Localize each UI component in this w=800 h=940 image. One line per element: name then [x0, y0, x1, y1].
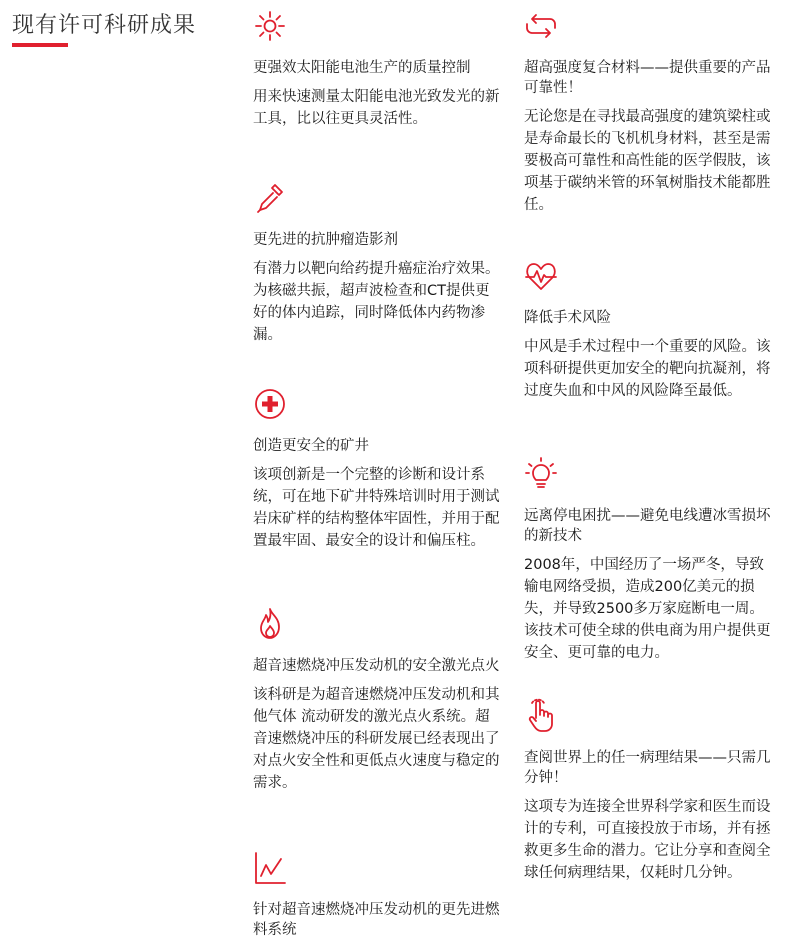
refresh-cycle-icon [524, 8, 558, 44]
item-description: 该科研是为超音速燃烧冲压发动机和其他气体 流动研发的激光点火系统。超音速燃烧冲压的科研发展已经表现出了对点火安全性和更低点火速度与稳定的需求。 [253, 687, 500, 791]
item-title: 创造更安全的矿井 [253, 438, 369, 454]
item-description: 无论您是在寻找最高强度的建筑梁柱或是寿命最长的飞机机身材料，甚至是需要极高可靠性和高性能的医学假肢，该项基于碳纳米管的环氧树脂技术能都胜任。 [524, 109, 771, 213]
page-title: 现有许可科研成果 [12, 13, 197, 38]
item-description: 2008年，中国经历了一场严冬，导致输电网络受损，造成200亿美元的损失，并导致2500多万家庭断电一周。该技术可使全球的供电商为用户提供更安全、更可靠的电力。 [524, 557, 771, 661]
item-title: 更先进的抗肿瘤造影剂 [253, 232, 398, 248]
item-description: 该项创新是一个完整的诊断和设计系统，可在地下矿井特殊培训时用于测试岩床矿样的结构整体牢固性，并用于配置最牢固、最安全的设计和偏压柱。 [253, 467, 500, 549]
list-item[interactable] [253, 850, 501, 940]
item-title: 远离停电困扰——避免电线遭冰雪损坏的新技术 [524, 508, 771, 544]
item-description: 这项专为连接全世界科学家和医生而设计的专利，可直接投放于市场，并有拯救更多生命的潜力。它让分享和查阅全球任何病理结果，仅耗时几分钟。 [524, 799, 771, 881]
item-description: 中风是手术过程中一个重要的风险。该项科研提供更加安全的靶向抗凝剂，将过度失血和中风的风险降至最低。 [524, 339, 771, 399]
list-item[interactable] [253, 386, 501, 552]
item-title: 查阅世界上的任一病理结果——只需几分钟！ [524, 750, 771, 786]
heart-pulse-icon [524, 258, 558, 294]
list-item[interactable] [524, 258, 772, 402]
list-item[interactable] [253, 606, 501, 794]
item-title: 超高强度复合材料——提供重要的产品可靠性！ [524, 60, 771, 96]
item-title: 降低手术风险 [524, 310, 611, 326]
item-description: 有潜力以靶向给药提升癌症治疗效果。为核磁共振，超声波检查和CT提供更好的体内追踪，同时降低体内药物渗漏。 [253, 261, 500, 343]
item-title: 超音速燃烧冲压发动机的安全激光点火 [253, 658, 500, 674]
item-title: 更强效太阳能电池生产的质量控制 [253, 60, 471, 76]
medical-cross-icon [253, 386, 287, 422]
flame-icon [253, 606, 287, 642]
sun-icon [253, 8, 287, 44]
light-bulb-icon [524, 456, 558, 492]
title-underline [12, 43, 68, 47]
list-item[interactable] [524, 456, 772, 664]
list-item[interactable] [524, 8, 772, 216]
list-item[interactable] [253, 180, 501, 346]
pointing-hand-icon [524, 698, 558, 734]
item-description: 用来快速测量太阳能电池光致发光的新工具，比以往更具灵活性。 [253, 89, 500, 127]
list-item[interactable] [253, 8, 501, 130]
dropper-icon [253, 180, 287, 216]
item-title: 针对超音速燃烧冲压发动机的更先进燃料系统 [253, 902, 500, 938]
line-chart-icon [253, 850, 287, 886]
list-item[interactable] [524, 698, 772, 884]
